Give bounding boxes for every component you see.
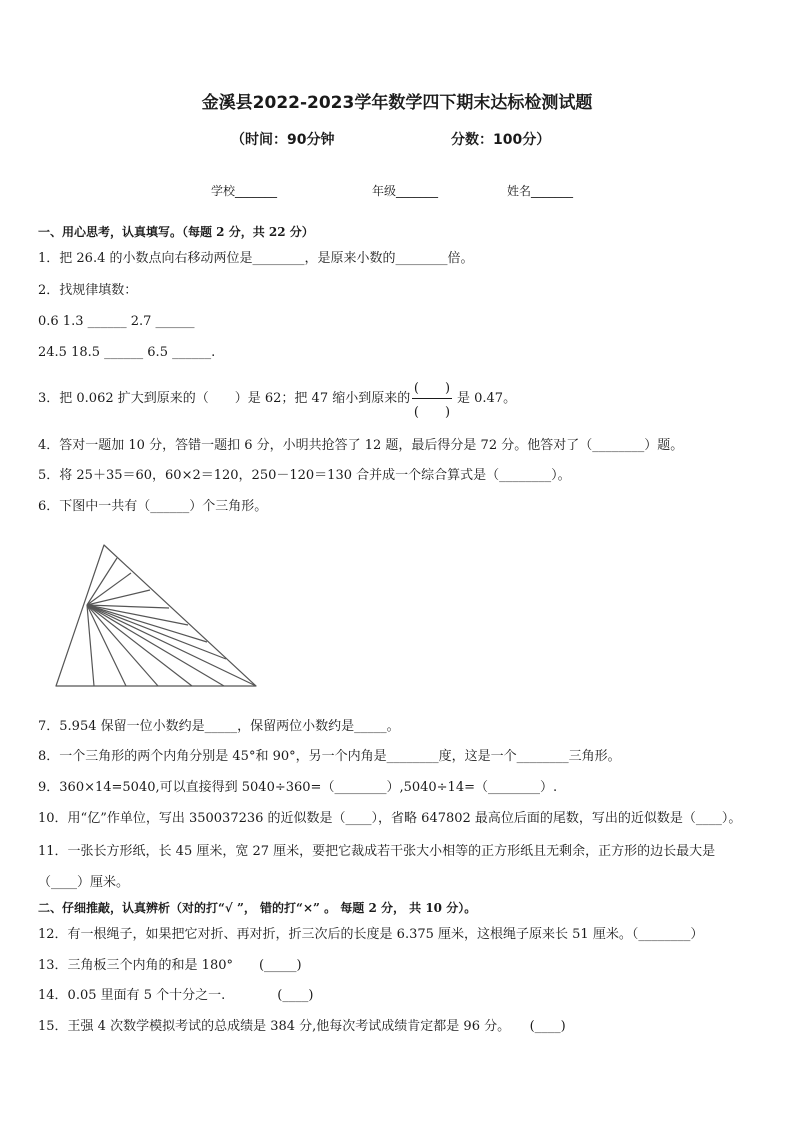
section-2-heading: 二、仔细推敲，认真辨析（对的打“√ ”， 错的打“×” 。 每题 2 分， 共 10 分）。 [38, 901, 477, 915]
section-1-heading: 一、用心思考，认真填写。（每题 2 分，共 22 分） [38, 225, 314, 239]
figure-segment [87, 605, 256, 686]
question-13: 13．三角板三个内角的和是 180° (_____) [38, 958, 302, 973]
question-6: 6．下图中一共有（______）个三角形。 [38, 499, 268, 514]
question-15: 15．王强 4 次数学模拟考试的总成绩是 384 分,他每次考试成绩肯定都是 96 分。 (____) [38, 1019, 566, 1034]
fraction-bar [412, 398, 452, 399]
time-limit: （时间：90分钟 [231, 132, 335, 148]
question-5: 5．将 25＋35＝60，60×2＝120，250－120＝130 合并成一个综合算式是（________）。 [38, 468, 571, 483]
question-7: 7．5.954 保留一位小数约是_____，保留两位小数约是_____。 [38, 719, 400, 734]
exam-title: 金溪县2022-2023学年数学四下期末达标检测试题 [201, 93, 593, 113]
total-score: 分数：100分） [451, 132, 551, 148]
figure-segment [87, 605, 224, 686]
question-11: 11．一张长方形纸，长 45 厘米，宽 27 厘米，要把它裁成若干张大小相等的正方形纸且无剩余，正方形的边长最大是 [38, 844, 716, 859]
question-14: 14．0.05 里面有 5 个十分之一. (____) [38, 988, 314, 1003]
question-3-fraction [409, 377, 455, 421]
question-3-left: 3．把 0.062 扩大到原来的（ ）是 62；把 47 缩小到原来的 [38, 391, 411, 406]
question-9: 9．360×14=5040,可以直接得到 5040÷360=（________）,5040÷14=（________）. [38, 780, 558, 795]
fraction-denominator: ( ) [413, 405, 451, 420]
question-4: 4．答对一题加 10 分，答错一题扣 6 分，小明共抢答了 12 题，最后得分是 72 分。他答对了（________）题。 [38, 438, 684, 453]
triangle-figure [54, 543, 260, 689]
question-2: 2．找规律填数： [38, 283, 138, 298]
question-10: 10．用“亿”作单位，写出 350037236 的近似数是（____），省略 647802 最高位后面的尾数，写出的近似数是（____）。 [38, 811, 742, 826]
figure-segment [87, 605, 192, 686]
question-2-sequence-a: 0.6 1.3 ______ 2.7 ______ [38, 314, 195, 329]
question-12: 12．有一根绳子，如果把它对折、再对折，折三次后的长度是 6.375 厘米，这根绳子原来长 51 厘米。（________） [38, 927, 704, 942]
question-8: 8．一个三角形的两个内角分别是 45°和 90°，另一个内角是________度，这是一个________三角形。 [38, 749, 621, 764]
school-field: 学校_______ [211, 184, 278, 198]
fraction-numerator: ( ) [413, 381, 451, 396]
question-1: 1．把 26.4 的小数点向右移动两位是________，是原来小数的________倍。 [38, 251, 474, 266]
question-11-answer: （____）厘米。 [38, 875, 130, 890]
name-field: 姓名_______ [507, 184, 574, 198]
outer-triangle [56, 545, 256, 686]
figure-segment [87, 605, 226, 659]
question-3-right: 是 0.47。 [457, 391, 517, 406]
grade-field: 年级_______ [372, 184, 439, 198]
question-2-sequence-b: 24.5 18.5 ______ 6.5 ______. [38, 345, 216, 360]
